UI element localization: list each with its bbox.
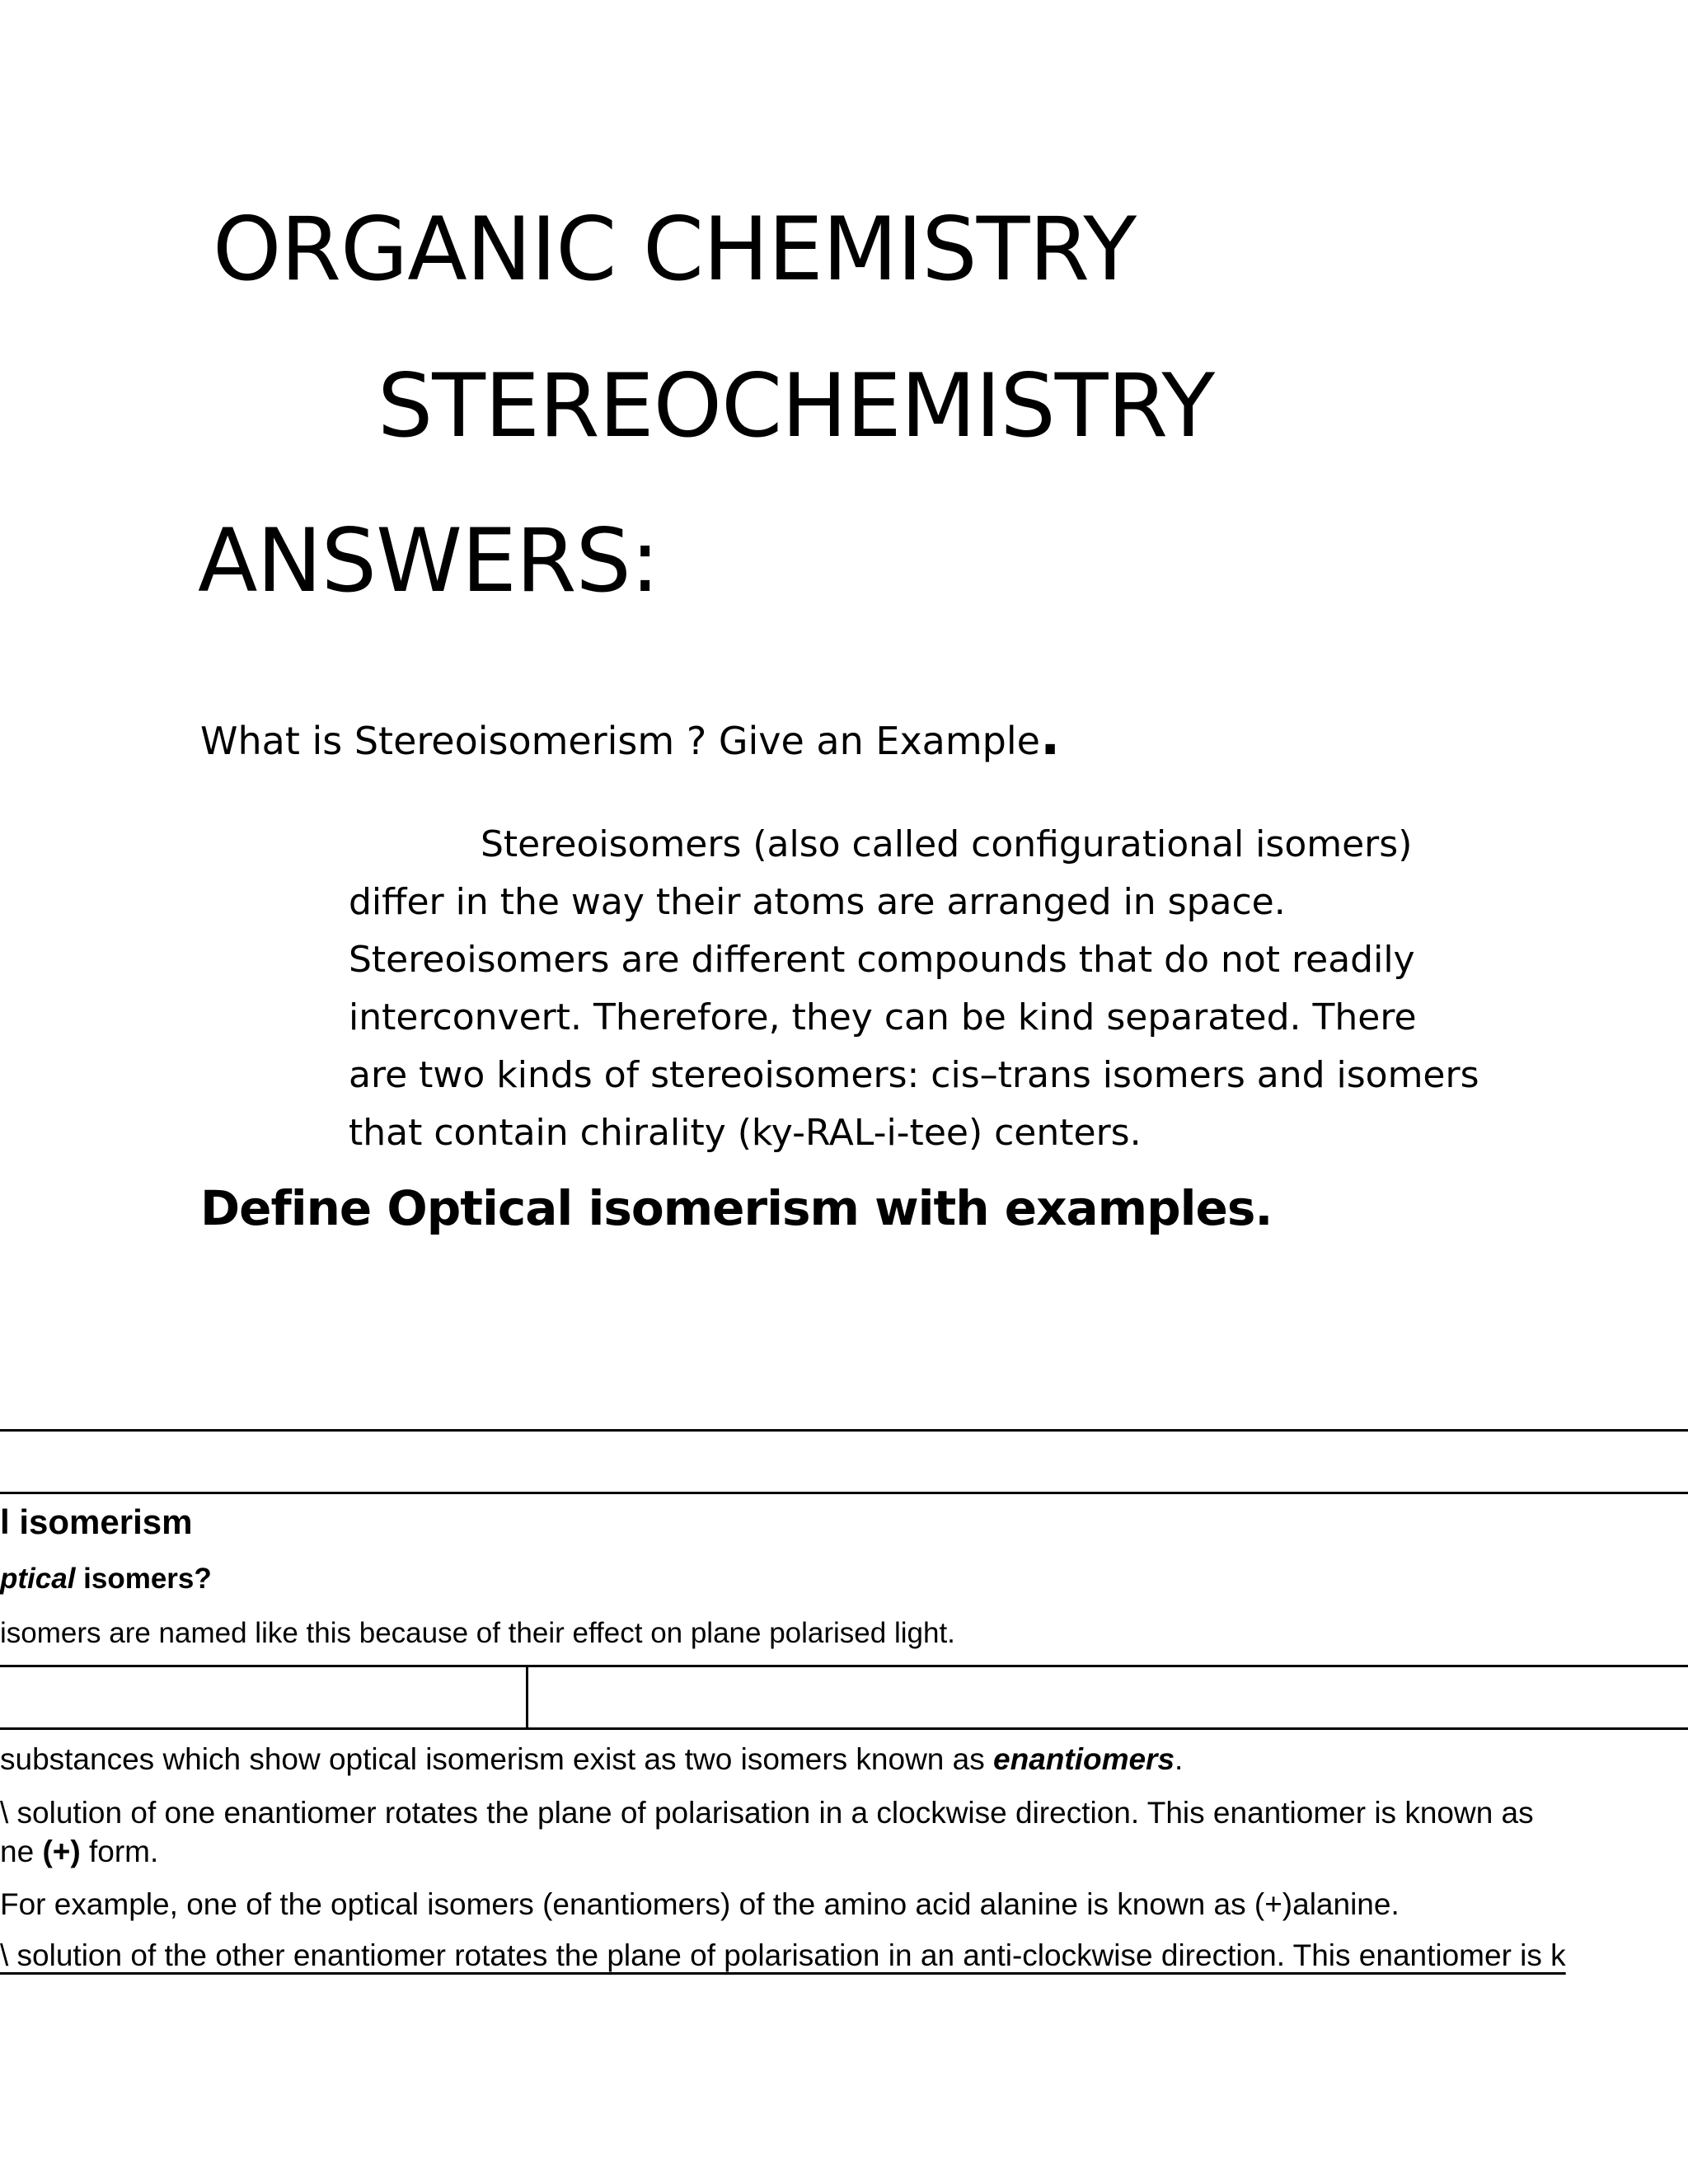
snippet-bullet-enantiomers bbox=[0, 1744, 1183, 1774]
snippet-table-divider bbox=[526, 1665, 528, 1729]
snippet-bullet-alanine: For example, one of the optical isomers (enantiomers) of the amino acid alanine is known as (+)alanine. bbox=[0, 1887, 1400, 1921]
snippet-bullet-emphasis: enantiomers bbox=[993, 1742, 1175, 1776]
answer-line: Stereoisomers (also called configurational isomers) bbox=[481, 823, 1413, 865]
snippet-table-bottom-rule bbox=[0, 1727, 1688, 1730]
title-answers: ANSWERS: bbox=[198, 510, 659, 612]
title-stereochemistry: STEREOCHEMISTRY bbox=[377, 355, 1215, 457]
snippet-intro: isomers are named like this because of their effect on plane polarised light. bbox=[0, 1617, 955, 1649]
snippet-question-rest: isomers? bbox=[75, 1563, 212, 1595]
answer-line: that contain chirality (ky-RAL-i-tee) centers. bbox=[349, 1112, 1142, 1154]
answer-line: are two kinds of stereoisomers: cis–trans isomers and isomers bbox=[349, 1054, 1479, 1096]
answer-paragraph bbox=[349, 816, 1479, 1162]
title-organic-chemistry: ORGANIC CHEMISTRY bbox=[213, 199, 1137, 300]
snippet-question bbox=[0, 1564, 212, 1593]
question-optical-isomerism: Define Optical isomerism with examples. bbox=[200, 1180, 1273, 1236]
question-stereoisomerism bbox=[200, 706, 1061, 767]
snippet-bullet-text: . bbox=[1175, 1742, 1184, 1776]
snippet-bullet-plus-form bbox=[0, 1836, 158, 1867]
snippet-bullet-text: form. bbox=[80, 1835, 159, 1868]
question-dot: . bbox=[1039, 706, 1061, 767]
snippet-bullet-emphasis: (+) bbox=[42, 1835, 81, 1868]
snippet-bullet-text: substances which show optical isomerism exist as two isomers known as bbox=[0, 1742, 994, 1776]
snippet-table-top-rule bbox=[0, 1665, 1688, 1667]
snippet-heading: l isomerism bbox=[0, 1502, 193, 1541]
snippet-question-italic: ptical bbox=[0, 1563, 76, 1595]
snippet-bullet-text: ne bbox=[0, 1835, 43, 1868]
question-stereoisomerism-text: What is Stereoisomerism ? Give an Example bbox=[200, 719, 1040, 763]
answer-line: Stereoisomers are different compounds that do not readily bbox=[349, 939, 1415, 981]
snippet-rule-top bbox=[0, 1429, 1688, 1432]
answer-line: differ in the way their atoms are arranged in space. bbox=[349, 881, 1286, 923]
snippet-bullet-clockwise: \ solution of one enantiomer rotates the plane of polarisation in a clockwise direction. This enantiomer is known as bbox=[0, 1796, 1534, 1830]
answer-line: interconvert. Therefore, they can be kind separated. There bbox=[349, 996, 1417, 1038]
snippet-bullet-anticlockwise: \ solution of the other enantiomer rotates the plane of polarisation in an anti-clockwise direction. This enantiomer is k bbox=[0, 1938, 1566, 1972]
snippet-rule-second bbox=[0, 1492, 1688, 1494]
